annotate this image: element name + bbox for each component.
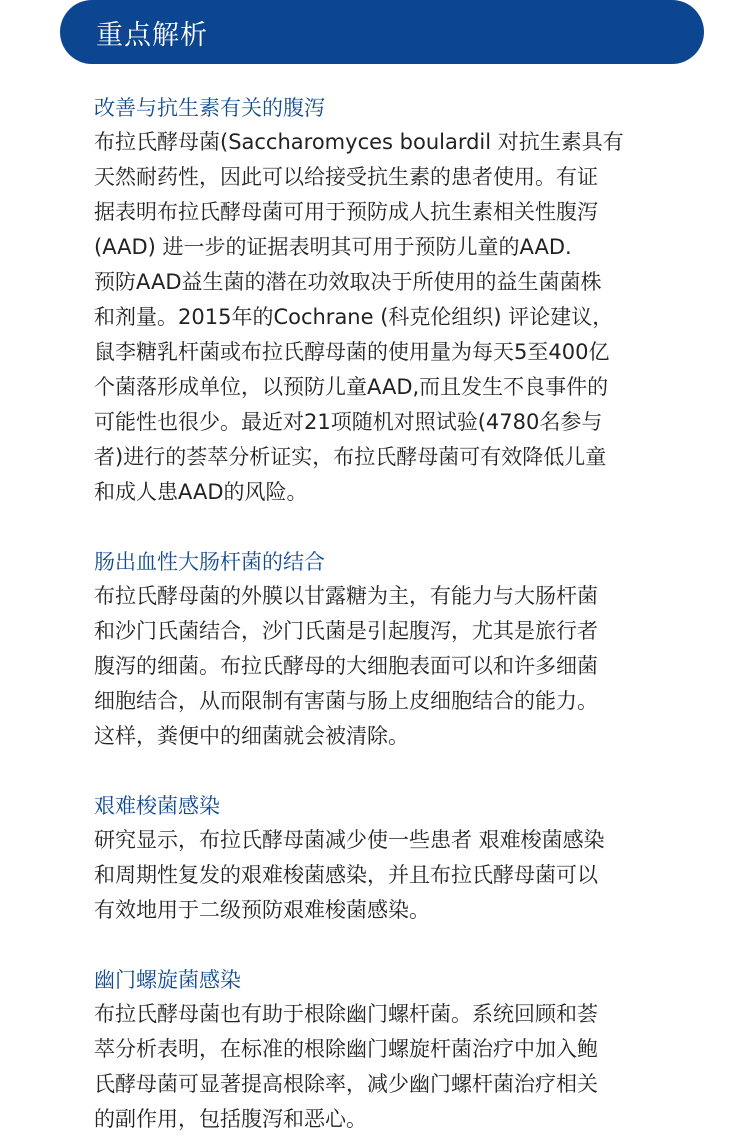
text-line: 氏酵母菌可显著提高根除率，减少幽门螺杆菌治疗相关 [94,1072,598,1096]
text-line: 个菌落形成单位，以预防儿童AAD,而且发生不良事件的 [94,375,609,399]
text-line: 和沙门氏菌结合，沙门氏菌是引起腹泻，尤其是旅行者 [94,619,598,643]
text-line: 研究显示，布拉氏酵母菌减少使一些患者 艰难梭菌感染 [94,828,605,852]
article-content [94,91,664,1137]
text-line: 布拉氏酵母菌也有助于根除幽门螺杆菌。系统回顾和荟 [94,1002,598,1026]
section-heading: 艰难梭菌感染 [94,794,220,818]
text-line: 有效地用于二级预防艰难梭菌感染。 [94,898,430,922]
text-line: 和剂量。2015年的Cochrane (科克伦组织) 评论建议， [94,305,614,329]
text-line: 鼠李糖乳杆菌或布拉氏醇母菌的使用量为每天5至400亿 [94,340,610,364]
paragraph [94,823,664,928]
section-h-pylori [94,963,664,1137]
section-ehec-binding [94,545,664,754]
text-line: 预防AAD益生菌的潜在功效取决于所使用的益生菌菌株 [94,270,602,294]
text-line: 萃分析表明，在标准的根除幽门螺旋杆菌治疗中加入鲍 [94,1037,598,1061]
section-heading: 改善与抗生素有关的腹泻 [94,96,325,120]
section-heading: 幽门螺旋菌感染 [94,968,241,992]
text-line: 布拉氏酵母菌(Saccharomyces boulardil 对抗生素具有 [94,130,624,154]
text-line: 布拉氏酵母菌的外膜以甘露糖为主，有能力与大肠杆菌 [94,584,598,608]
text-line: 者)进行的荟萃分析证实，布拉氏酵母菌可有效降低儿童 [94,445,607,469]
text-line: 和周期性复发的艰难梭菌感染，并且布拉氏酵母菌可以 [94,863,598,887]
paragraph [94,125,664,265]
text-line: 可能性也很少。最近对21项随机对照试验(4780名参与 [94,410,603,434]
text-line: 细胞结合，从而限制有害菌与肠上皮细胞结合的能力。 [94,689,598,713]
text-line: 天然耐药性，因此可以给接受抗生素的患者使用。有证 [94,165,598,189]
text-line: 和成人患AAD的风险。 [94,480,308,504]
header-bar [60,0,704,64]
text-line: 腹泻的细菌。布拉氏酵母的大细胞表面可以和许多细菌 [94,654,598,678]
text-line: (AAD) 进一步的证据表明其可用于预防儿童的AAD. [94,235,572,259]
section-heading: 肠出血性大肠杆菌的结合 [94,550,325,574]
text-line: 这样，粪便中的细菌就会被清除。 [94,724,409,748]
paragraph [94,265,664,510]
page-title: 重点解析 [96,19,208,51]
section-c-difficile [94,789,664,928]
text-line: 的副作用，包括腹泻和恶心。 [94,1107,367,1131]
section-antibiotic-diarrhea [94,91,664,510]
text-line: 据表明布拉氏酵母菌可用于预防成人抗生素相关性腹泻 [94,200,598,224]
paragraph [94,997,664,1137]
paragraph [94,579,664,754]
